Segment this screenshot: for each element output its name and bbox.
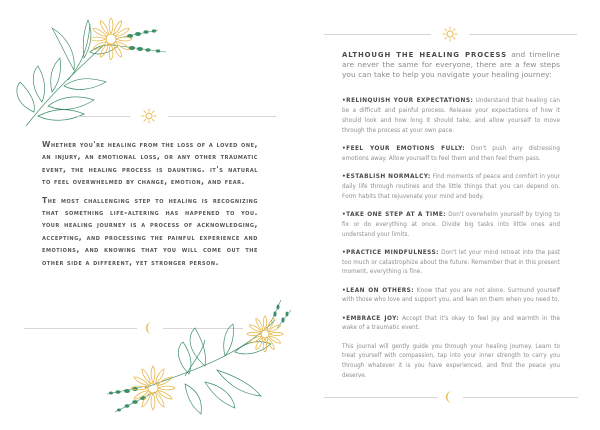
step-lean-on-others	[342, 287, 560, 307]
step-one-at-a-time	[342, 211, 560, 241]
intro-rest: and timeline are never the same for everyone, there are a few steps you can take to help you navigate your healing journey:	[342, 50, 560, 80]
sun-icon	[431, 26, 469, 42]
left-page-body	[42, 139, 258, 275]
healing-steps-list	[342, 97, 560, 382]
divider-rule	[168, 116, 276, 117]
divider-rule	[324, 34, 431, 35]
top-divider-right	[324, 26, 577, 42]
step-embrace-joy	[342, 315, 560, 335]
step-label: •PRACTICE MINDFULNESS:	[342, 249, 439, 256]
paragraph-challenge: The most challenging step to healing is recognizing that something life-altering has happened to you. your healing journey is a process of acknowledging, accepting, and processing the painful experience and emotions, and knowing that you will come out the other side a different, yet stronger person.	[42, 195, 258, 267]
step-feel-emotions	[342, 145, 560, 165]
crescent-moon-icon	[437, 390, 463, 404]
step-relinquish-expectations	[342, 97, 560, 137]
step-practice-mindfulness	[342, 249, 560, 279]
step-label: •TAKE ONE STEP AT A TIME:	[342, 211, 447, 218]
bottom-divider-right	[324, 390, 578, 404]
right-page-intro	[342, 50, 560, 81]
step-label: •EMBRACE JOY:	[342, 315, 400, 322]
step-label: •RELINQUISH YOUR EXPECTATIONS:	[342, 98, 474, 104]
step-text: Don't push any distressing emotions away. Allow yourself to feel them and then feel them pass.	[342, 145, 560, 162]
step-establish-normalcy	[342, 173, 560, 203]
closing-paragraph: This journal will gently guide you through your healing journey. Learn to treat yourself with compassion, tap into your inner strength to carry you through whatever it is you have experienced, and find the peace you deserve.	[342, 343, 560, 380]
paragraph-intro: Whether you're healing from the loss of a loved one, an injury, an emotional loss, or any other traumatic event, the healing process is daunting. it's natural to feel overwhelmed by change, emotion, and fear.	[42, 140, 258, 187]
step-text: Know that you are not alone. Surround yourself with those who love and support you, and lean on them when you need to.	[342, 287, 561, 304]
intro-lead: ALTHOUGH THE HEALING PROCESS	[342, 51, 507, 59]
sun-icon	[130, 108, 168, 124]
divider-rule	[463, 397, 578, 398]
step-text: Accept that it's okay to feel joy and warmth in the wake of a traumatic event.	[342, 315, 560, 332]
step-label: •LEAN ON OTHERS:	[342, 287, 415, 294]
divider-rule	[324, 397, 437, 398]
floral-illustration-bottom	[85, 300, 295, 420]
step-text: Don't overwhelm yourself by trying to fix or do everything at once. Divide big tasks into little ones and understand your limits.	[342, 211, 561, 238]
step-text: Find moments of peace and comfort in your daily life through routines and the little things that you can depend on. Form habits that rejuvenate your mind and body.	[342, 173, 560, 200]
step-text: Understand that healing can be a difficult and painful process. Release your expectations of how it should look and how long it should take, and allow yourself to move through the process at your own pace.	[342, 98, 560, 134]
divider-rule	[78, 116, 130, 117]
divider-rule	[469, 34, 577, 35]
step-text: Don't let your mind retreat into the past too much or catastrophize about the future. Remember that in this present moment, everything is fine.	[342, 249, 560, 276]
step-label: •ESTABLISH NORMALCY:	[342, 173, 431, 180]
step-label: •FEEL YOUR EMOTIONS FULLY:	[342, 145, 466, 152]
top-divider-left	[78, 108, 276, 124]
